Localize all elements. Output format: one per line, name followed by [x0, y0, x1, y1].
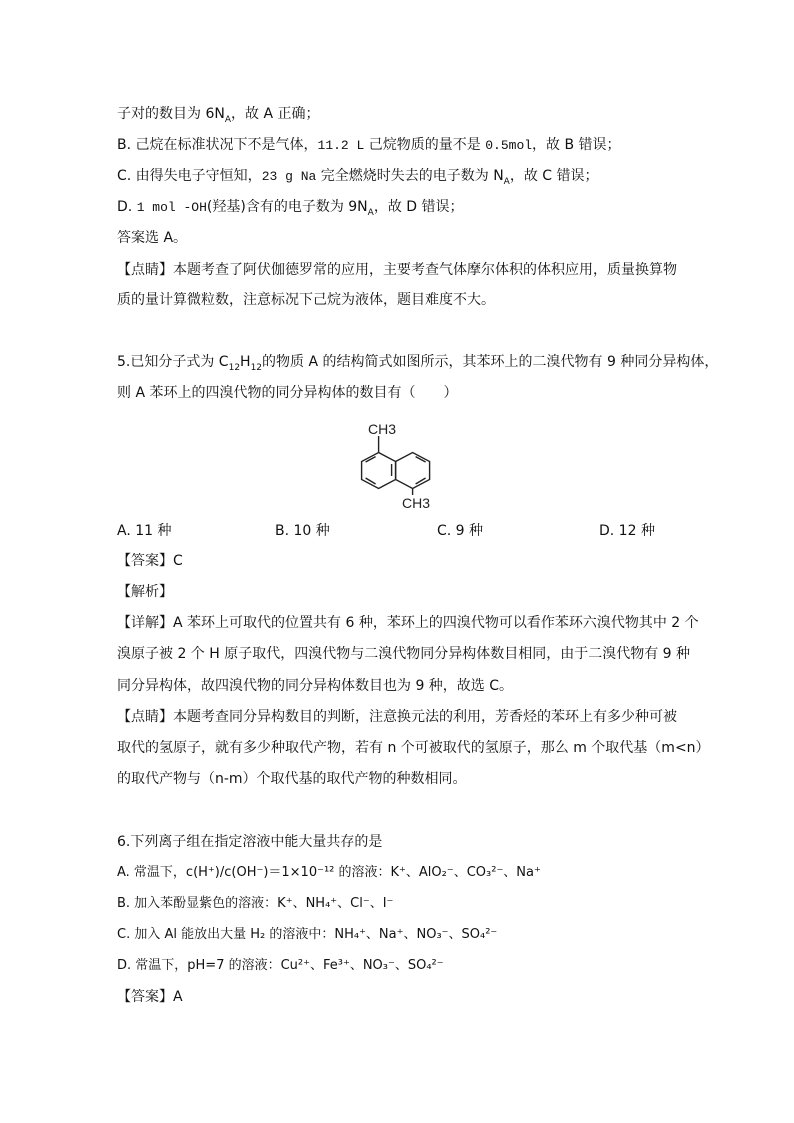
- q4-line-3-a: C. 由得失电子守恒知，: [117, 168, 262, 184]
- q5-detail-line-2: 溴原子被 2 个 H 原子取代，四溴代物与二溴代物同分异构体数目相同，由于二溴代物有 9 种: [117, 646, 691, 662]
- q6-answer: 【答案】A: [117, 989, 183, 1005]
- q4-line-4-a: D.: [117, 199, 137, 215]
- q4-line-1-text: 子对的数目为 6N: [117, 106, 225, 122]
- q4-line-4-d: ，故 D 错误；: [373, 199, 464, 215]
- q4-line-2: [117, 135, 621, 156]
- q5-answer: 【答案】C: [117, 553, 183, 569]
- q4-comment-line-1: 【点睛】本题考查了阿伏伽德罗常的应用，主要考查气体摩尔体积的体积应用，质量换算物: [117, 262, 677, 278]
- q4-comment-line-2: 质的量计算微粒数，注意标况下己烷为液体，题目难度不大。: [117, 292, 495, 308]
- q4-line-2-c: 己烷物质的量不是: [364, 137, 486, 153]
- q5-analysis-label: 【解析】: [117, 584, 173, 600]
- left-ring: [362, 453, 396, 489]
- q5-stem-text-b: H: [240, 354, 251, 370]
- q6-stem: 6.下列离子组在指定溶液中能大量共存的是: [117, 834, 383, 850]
- q4-line-2-a: B. 己烷在标准状况下不是气体，: [117, 137, 318, 153]
- q5-choice-b: B. 10 种: [275, 523, 330, 539]
- q4-answer: 答案选 A。: [117, 230, 188, 246]
- q4-line-4-sub: A: [367, 207, 374, 218]
- q6-option-b: B. 加入苯酚显紫色的溶液：K⁺、NH₄⁺、Cl⁻、I⁻: [117, 896, 394, 911]
- q4-line-4-b: 1 mol -OH: [136, 200, 207, 215]
- q4-line-2-e: ，故 B 错误；: [532, 137, 621, 153]
- q5-choice-c: C. 9 种: [437, 523, 484, 539]
- q5-stem-text-c: 的物质 A 的结构简式如图所示，其苯环上的二溴代物有 9 种同分异构体，: [262, 354, 719, 370]
- q5-comment-line-3: 的取代产物与（n-m）个取代基的取代产物的种数相同。: [117, 771, 467, 787]
- q5-stem-line-2: 则 A 苯环上的四溴代物的同分异构体的数目有（ ）: [117, 385, 458, 401]
- q5-choice-d: D. 12 种: [599, 523, 655, 539]
- q4-line-4: [117, 197, 464, 223]
- q5-choice-a: A. 11 种: [117, 523, 172, 539]
- q4-line-2-d: 0.5mol: [485, 138, 533, 153]
- methyl-label-bottom: CH3: [402, 495, 431, 511]
- q4-line-2-b: 11.2 L: [317, 138, 365, 153]
- q4-line-1: [117, 104, 320, 130]
- molecule-structure-figure: [345, 418, 445, 512]
- q5-detail-line-1: 【详解】A 苯环上可取代的位置共有 6 种，苯环上的四溴代物可以看作苯环六溴代物其中 2 个: [117, 615, 699, 631]
- q5-comment-line-1: 【点睛】本题考查同分异构数目的判断，注意换元法的利用，芳香烃的苯环上有多少种可被: [117, 709, 677, 725]
- methyl-label-top: CH3: [368, 421, 397, 437]
- q4-line-4-c: (羟基)含有的电子数为 9N: [206, 199, 368, 215]
- q4-line-1-sub: A: [224, 114, 232, 125]
- q6-option-a: A. 常温下，c(H⁺)/c(OH⁻)＝1×10⁻¹² 的溶液：K⁺、AlO₂⁻、CO₃²⁻、Na⁺: [117, 865, 541, 880]
- q4-line-1-tail: ，故 A 正确；: [231, 106, 320, 122]
- q5-stem-text-a: 5.已知分子式为 C: [117, 354, 229, 370]
- q5-stem-sub-2: 12: [250, 362, 263, 373]
- q4-line-3-d: ，故 C 错误；: [509, 168, 599, 184]
- q5-detail-line-3: 同分异构体，故四溴代物的同分异构体数目也为 9 种，故选 C。: [117, 678, 514, 694]
- q5-comment-line-2: 取代的氢原子，就有多少种取代产物，若有 n 个可被取代的氢原子，那么 m 个取代基（m<n）: [117, 740, 710, 756]
- q4-line-3-sub: A: [503, 176, 510, 187]
- q5-stem-sub-1: 12: [228, 362, 241, 373]
- q6-option-c: C. 加入 Al 能放出大量 H₂ 的溶液中：NH₄⁺、Na⁺、NO₃⁻、SO₄²⁻: [117, 927, 498, 942]
- q5-stem-line-1: [117, 352, 718, 378]
- q6-option-d: D. 常温下，pH=7 的溶液：Cu²⁺、Fe³⁺、NO₃⁻、SO₄²⁻: [117, 958, 444, 973]
- q4-line-3-b: 23 g Na: [261, 169, 317, 184]
- right-ring: [396, 453, 430, 489]
- q4-line-3-c: 完全燃烧时失去的电子数为 N: [316, 168, 504, 184]
- q4-line-3: [117, 166, 599, 192]
